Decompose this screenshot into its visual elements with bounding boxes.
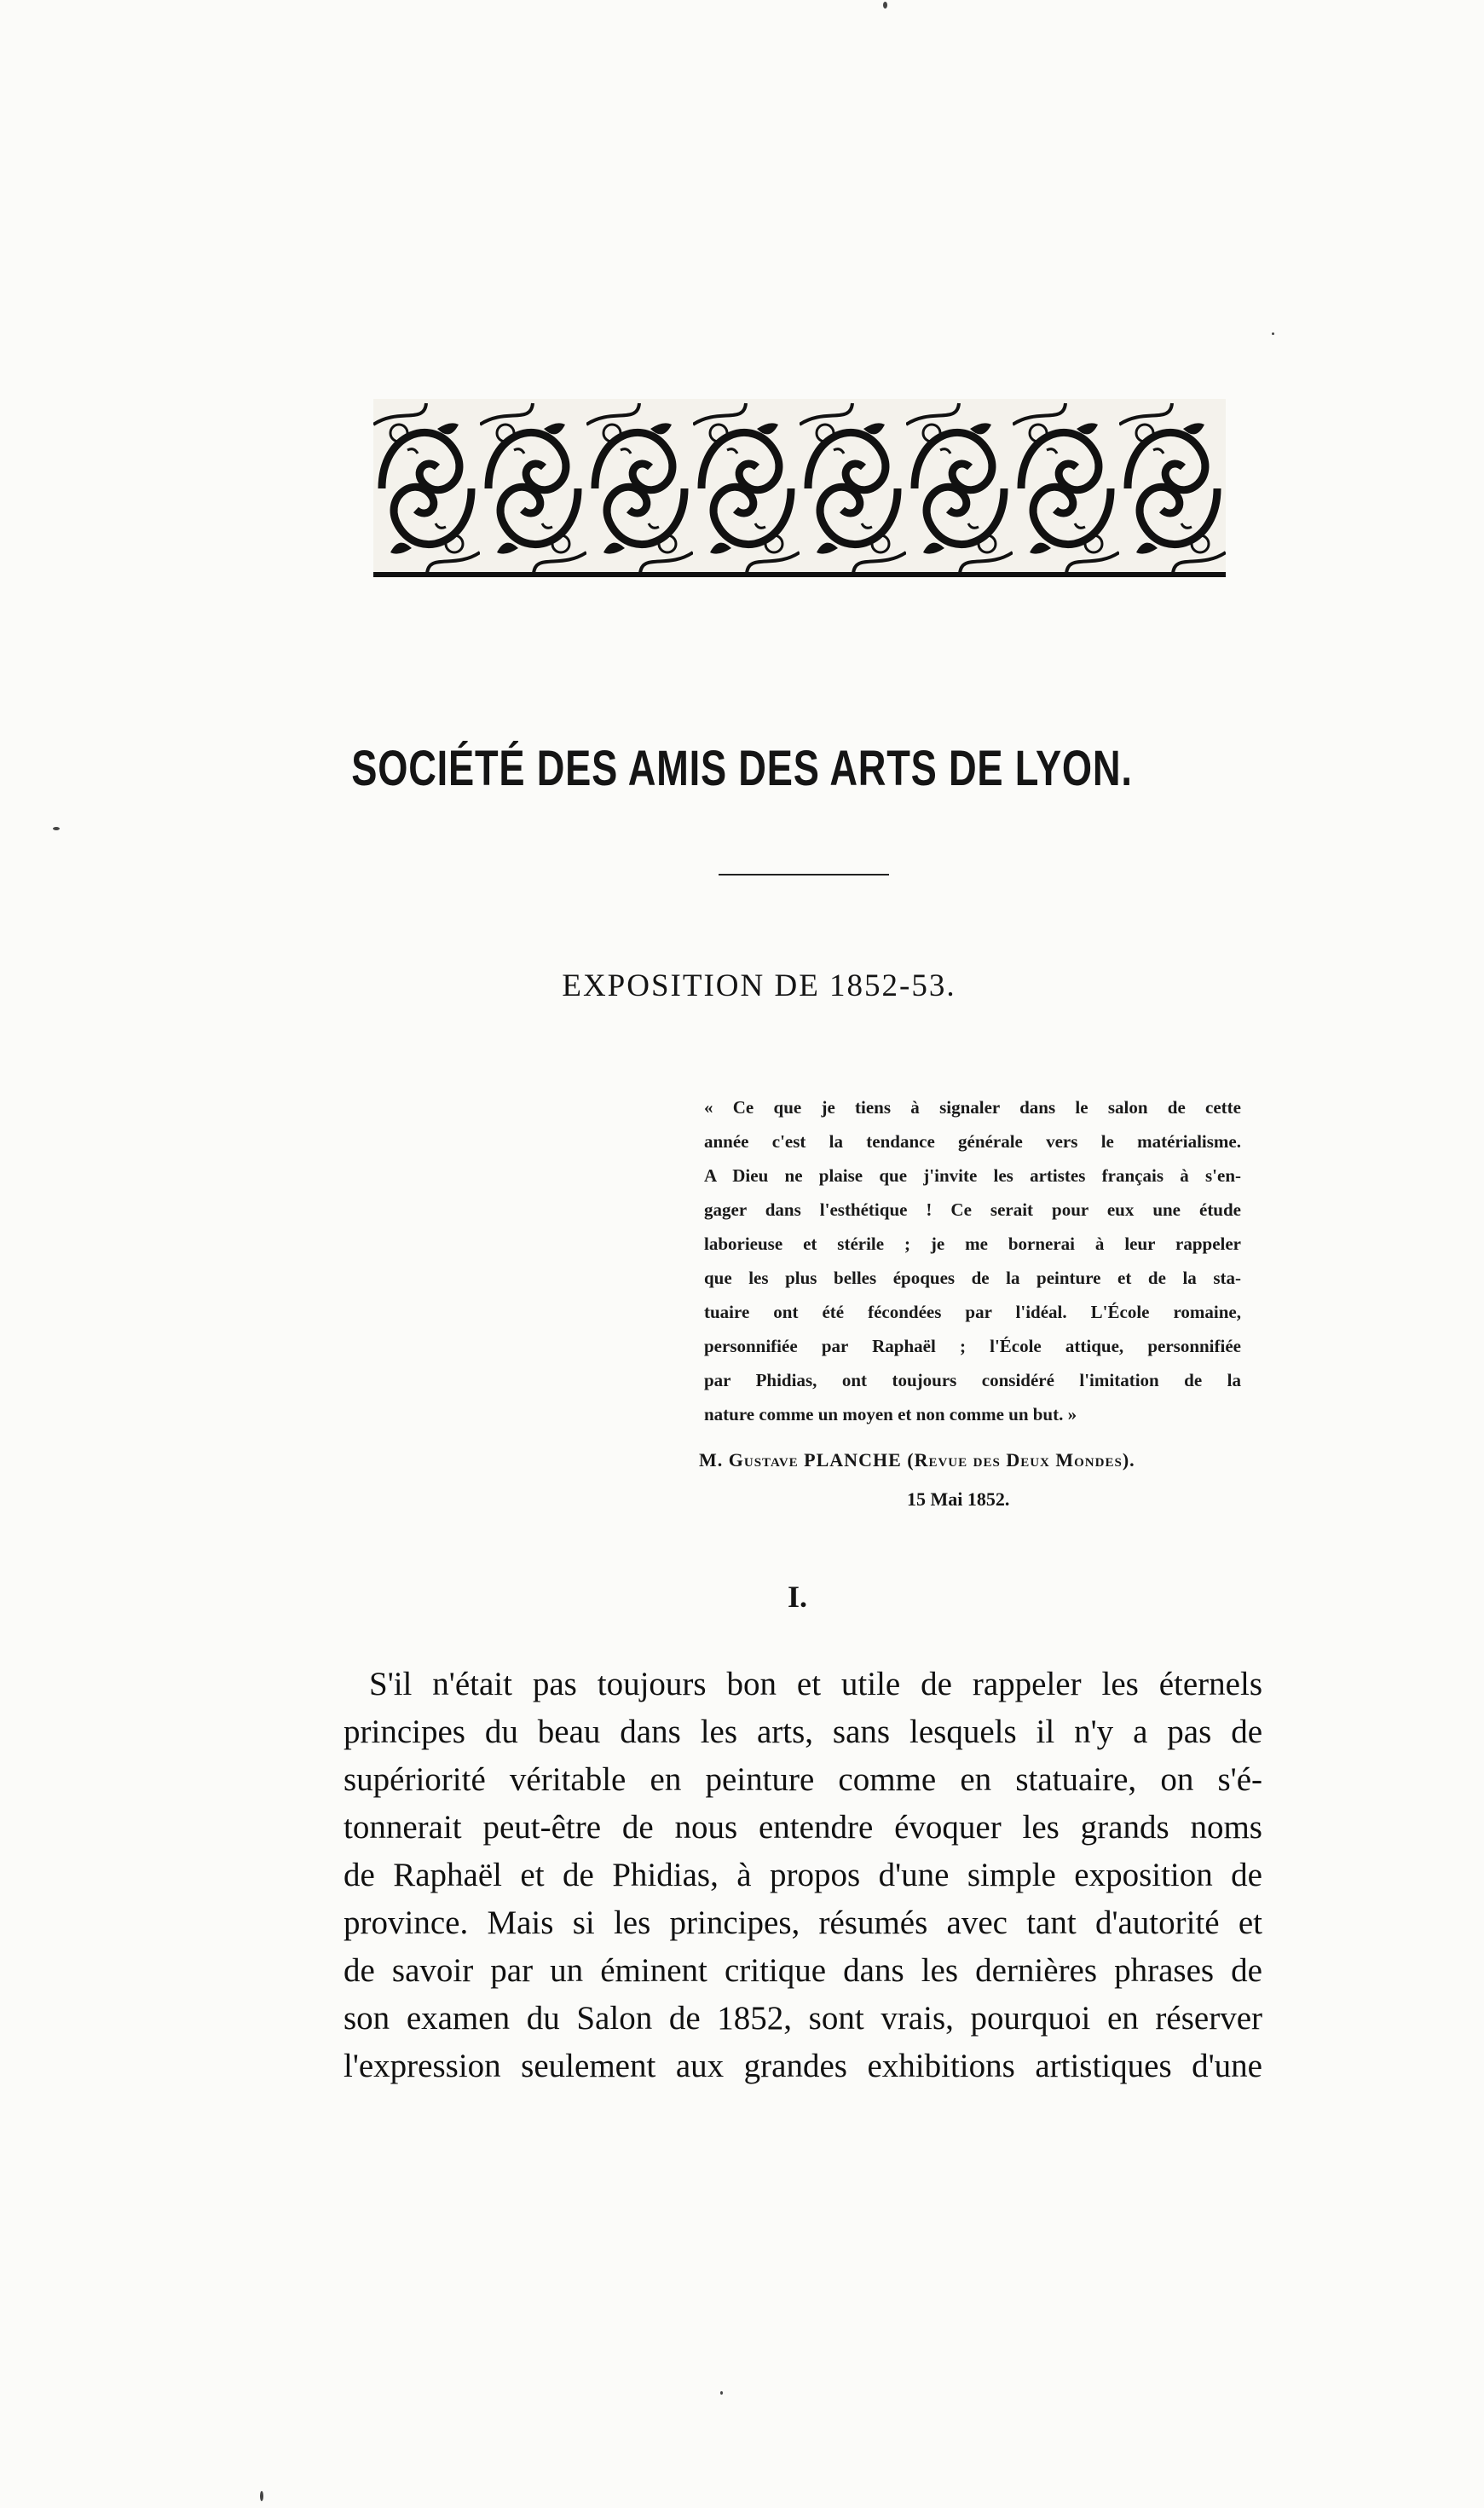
- body-line: de savoir par un éminent critique dans les dernières phrases de: [344, 1952, 1262, 1989]
- body-line: principes du beau dans les arts, sans lesquels il n'y a pas de: [344, 1713, 1262, 1750]
- body-paragraph: [344, 1661, 1262, 2090]
- body-line: supériorité véritable en peinture comme en statuaire, on s'é-: [344, 1761, 1262, 1798]
- epigraph-line: nature comme un moyen et non comme un but. »: [704, 1404, 1077, 1424]
- epigraph-attribution: [699, 1449, 1262, 1471]
- epigraph-line: année c'est la tendance générale vers le matérialisme.: [704, 1131, 1241, 1152]
- scan-speck: [53, 827, 60, 830]
- section-number: I.: [788, 1580, 808, 1614]
- epigraph-line: que les plus belles époques de la peinture et de la sta-: [704, 1268, 1241, 1288]
- epigraph-quote: [704, 1090, 1241, 1431]
- ornamental-scroll-icon: [373, 399, 1226, 578]
- epigraph-line: « Ce que je tiens à signaler dans le salon de cette: [704, 1097, 1241, 1118]
- page-title: SOCIÉTÉ DES AMIS DES ARTS DE LYON.: [351, 741, 1133, 796]
- title-divider: [719, 874, 889, 875]
- epigraph-line: A Dieu ne plaise que j'invite les artistes français à s'en-: [704, 1165, 1241, 1186]
- subtitle: EXPOSITION DE 1852-53.: [562, 968, 956, 1003]
- attribution-author: M. Gustave PLANCHE: [699, 1449, 902, 1471]
- ornamental-headpiece: [373, 399, 1226, 578]
- attribution-source: (Revue des Deux Mondes).: [907, 1449, 1135, 1471]
- scan-speck: [1272, 332, 1274, 335]
- scan-speck: [260, 2491, 263, 2501]
- body-line: S'il n'était pas toujours bon et utile de rappeler les éternels: [369, 1666, 1262, 1702]
- body-line: de Raphaël et de Phidias, à propos d'une simple exposition de: [344, 1857, 1262, 1893]
- epigraph-line: laborieuse et stérile ; je me bornerai à leur rappeler: [704, 1234, 1241, 1254]
- scan-speck: [883, 2, 887, 9]
- epigraph-line: par Phidias, ont toujours considéré l'imitation de la: [704, 1370, 1241, 1390]
- body-line: province. Mais si les principes, résumés avec tant d'autorité et: [344, 1904, 1262, 1941]
- body-line: son examen du Salon de 1852, sont vrais, pourquoi en réserver: [344, 2000, 1262, 2037]
- body-line: tonnerait peut-être de nous entendre évoquer les grands noms: [344, 1809, 1262, 1846]
- epigraph-line: gager dans l'esthétique ! Ce serait pour eux une étude: [704, 1199, 1241, 1220]
- body-line: l'expression seulement aux grandes exhibitions artistiques d'une: [344, 2048, 1262, 2084]
- epigraph-date: 15 Mai 1852.: [907, 1488, 1010, 1510]
- epigraph-line: tuaire ont été fécondées par l'idéal. L'École romaine,: [704, 1302, 1241, 1322]
- epigraph-line: personnifiée par Raphaël ; l'École attique, personnifiée: [704, 1336, 1241, 1356]
- scan-speck: [720, 2391, 723, 2395]
